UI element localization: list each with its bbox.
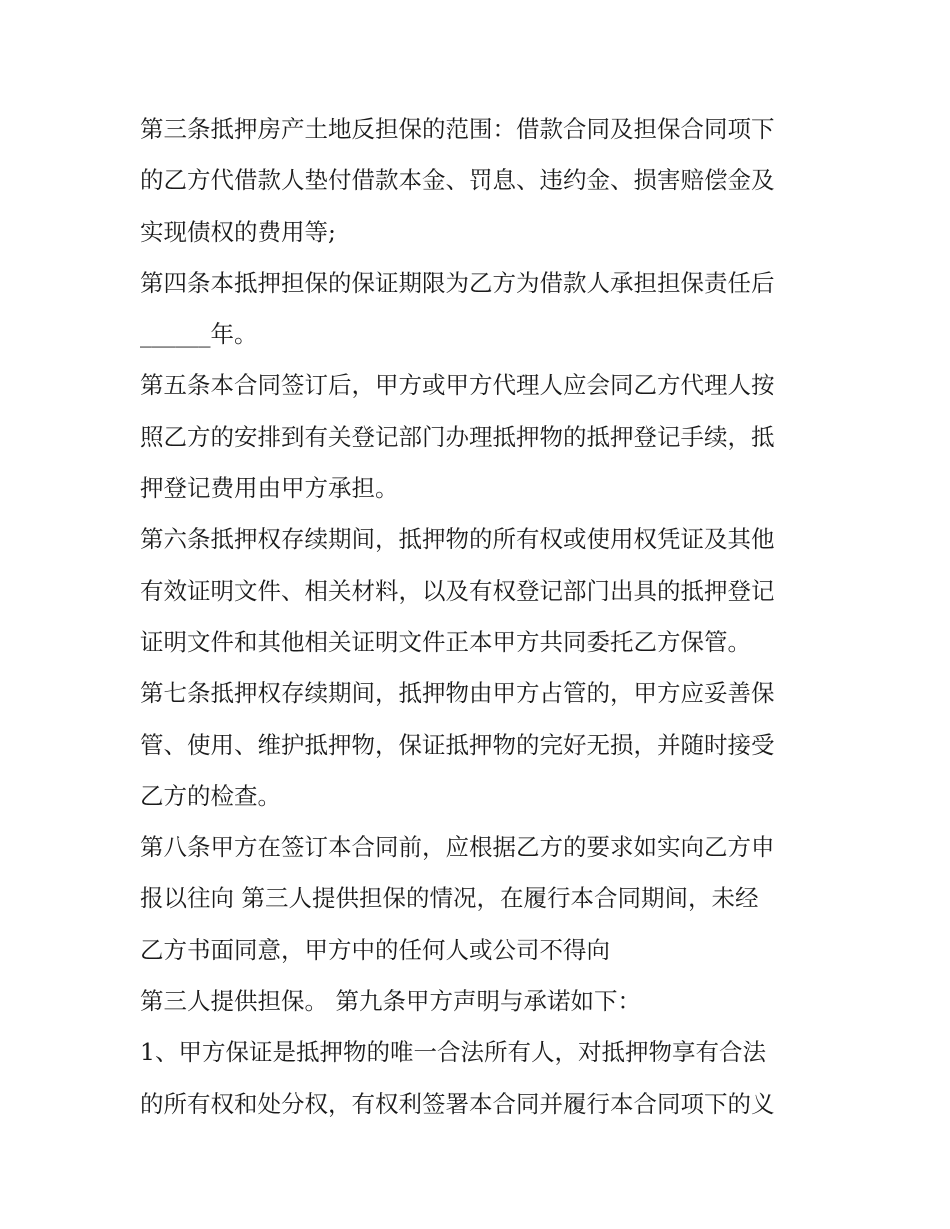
text-line: 实现债权的费用等; bbox=[140, 217, 336, 246]
text-line: 照乙方的安排到有关登记部门办理抵押物的抵押登记手续，抵 bbox=[140, 422, 775, 451]
contract-text bbox=[140, 104, 820, 1130]
text-line: 第三人提供担保。 第九条甲方声明与承诺如下： bbox=[140, 987, 641, 1016]
text-line: 的乙方代借款人垫付借款本金、罚息、违约金、损害赔偿金及 bbox=[140, 166, 775, 195]
text-line: 第四条本抵押担保的保证期限为乙方为借款人承担担保责任后 bbox=[140, 268, 775, 297]
text-line: 证明文件和其他相关证明文件正本甲方共同委托乙方保管。 bbox=[140, 627, 751, 656]
text-line: 第八条甲方在签订本合同前，应根据乙方的要求如实向乙方申 bbox=[140, 833, 775, 862]
text-line: 押登记费用由甲方承担。 bbox=[140, 474, 399, 503]
text-line: 有效证明文件、相关材料，以及有权登记部门出具的抵押登记 bbox=[140, 576, 775, 605]
text-line: ______年。 bbox=[140, 320, 258, 349]
text-line: 报以往向 第三人提供担保的情况，在履行本合同期间，未经 bbox=[140, 884, 759, 913]
text-line: 管、使用、维护抵押物，保证抵押物的完好无损，并随时接受 bbox=[140, 730, 775, 759]
text-line: 1、甲方保证是抵押物的唯一合法所有人，对抵押物享有合法 bbox=[140, 1038, 766, 1067]
text-line: 第七条抵押权存续期间，抵押物由甲方占管的，甲方应妥善保 bbox=[140, 679, 775, 708]
text-line: 的所有权和处分权，有权利签署本合同并履行本合同项下的义 bbox=[140, 1089, 775, 1118]
text-line: 乙方书面同意，甲方中的任何人或公司不得向 bbox=[140, 935, 610, 964]
text-line: 第三条抵押房产土地反担保的范围：借款合同及担保合同项下 bbox=[140, 115, 775, 143]
text-line: 乙方的检查。 bbox=[140, 781, 281, 810]
text-line: 第五条本合同签订后，甲方或甲方代理人应会同乙方代理人按 bbox=[140, 371, 775, 400]
text-line: 第六条抵押权存续期间，抵押物的所有权或使用权凭证及其他 bbox=[140, 525, 775, 554]
